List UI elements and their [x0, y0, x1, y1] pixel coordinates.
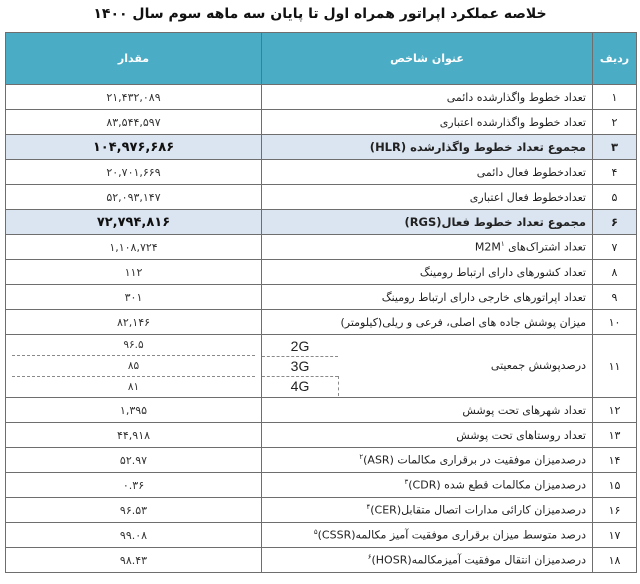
row-value: ۲۰,۷۰۱,۶۶۹: [6, 160, 262, 185]
table-header-row: [6, 33, 637, 85]
row-index: ۱۸: [593, 548, 637, 573]
row-value: ۸۲,۱۴۶: [6, 310, 262, 335]
row-label: درصدپوشش جمعیتی: [490, 359, 586, 372]
table-row: [6, 110, 637, 135]
coverage-value-4g: ۸۱: [127, 381, 140, 393]
row-index: ۱۷: [593, 523, 637, 548]
row-index: ۷: [593, 235, 637, 260]
row-label: تعداد شهرهای تحت پوشش: [262, 398, 593, 423]
header-value: مقدار: [6, 33, 262, 85]
coverage-value-2g: ۹۶.۵: [12, 335, 255, 356]
row-index: ۲: [593, 110, 637, 135]
footnote-marker: ۲: [359, 453, 364, 462]
row-label: تعداد اپراتورهای خارجی دارای ارتباط رومینگ: [262, 285, 593, 310]
table-row: [6, 160, 637, 185]
footnote-marker: ۴: [366, 503, 371, 512]
row-value: ۵۲.۹۷: [6, 448, 262, 473]
row-label-cell: [262, 498, 593, 523]
footnote-marker: ۳: [404, 478, 409, 487]
row-value: ۱۰۴,۹۷۶,۶۸۶: [6, 135, 262, 160]
row-value: ۷۲,۷۹۴,۸۱۶: [6, 210, 262, 235]
row-label: تعدادخطوط فعال دائمی: [262, 160, 593, 185]
row-value: ۵۲,۰۹۳,۱۴۷: [6, 185, 262, 210]
coverage-label-cell: [262, 335, 593, 398]
coverage-values-cell: [6, 335, 262, 398]
table-row: [6, 423, 637, 448]
row-label-cell: [262, 548, 593, 573]
row-value: ۰.۳۶: [6, 473, 262, 498]
row-index: ۱۴: [593, 448, 637, 473]
tech-2g: 2G: [262, 336, 338, 357]
footnote-marker: ۵: [313, 528, 318, 537]
footnote-marker: ۱: [500, 240, 505, 249]
row-index: ۱۳: [593, 423, 637, 448]
row-label: تعداد روستاهای تحت پوشش: [262, 423, 593, 448]
row-index: ۸: [593, 260, 637, 285]
row-index: ۶: [593, 210, 637, 235]
table-row: [6, 448, 637, 473]
row-index: ۴: [593, 160, 637, 185]
row-label-cell: [262, 448, 593, 473]
row-label: درصدمیزان مکالمات قطع شده (CDR): [408, 478, 586, 492]
row-label: مجموع تعداد خطوط فعال(RGS): [262, 210, 593, 235]
table-row-total: [6, 135, 637, 160]
tech-4g: 4G: [262, 376, 339, 396]
coverage-value-3g: ۸۵: [12, 356, 255, 377]
table-row: [6, 523, 637, 548]
row-value: ۹۶.۵۳: [6, 498, 262, 523]
row-index: ۵: [593, 185, 637, 210]
table-row: [6, 548, 637, 573]
header-index: ردیف: [593, 33, 637, 85]
row-label: درصدمیزان کارائی مدارات اتصال متقابل(CER): [370, 503, 586, 517]
row-index: ۳: [593, 135, 637, 160]
row-index: ۱۵: [593, 473, 637, 498]
table-row: [6, 260, 637, 285]
row-label: مجموع تعداد خطوط واگذارشده (HLR): [262, 135, 593, 160]
row-value: ۹۸.۴۳: [6, 548, 262, 573]
row-label: تعدادخطوط فعال اعتباری: [262, 185, 593, 210]
performance-table: [5, 32, 637, 573]
row-value: ۱۱۲: [6, 260, 262, 285]
row-index: ۱۱: [593, 335, 637, 398]
tech-3g: 3G: [262, 356, 338, 377]
row-label: درصد متوسط میزان برقراری موفقیت آمیز مکالمه(CSSR): [317, 528, 586, 542]
row-label: تعداد کشورهای دارای ارتباط رومینگ: [262, 260, 593, 285]
row-index: ۱۰: [593, 310, 637, 335]
row-value: ۱,۱۰۸,۷۲۴: [6, 235, 262, 260]
row-label: تعداد خطوط واگذارشده اعتباری: [262, 110, 593, 135]
row-label: تعداد اشتراک‌های M2M: [474, 240, 586, 254]
row-value: ۱,۳۹۵: [6, 398, 262, 423]
table-row: [6, 185, 637, 210]
table-row: [6, 285, 637, 310]
row-index: ۱۶: [593, 498, 637, 523]
row-label: میزان پوشش جاده های اصلی، فرعی و ریلی(کیلومتر): [262, 310, 593, 335]
table-row: [6, 235, 637, 260]
row-label: تعداد خطوط واگذارشده دائمی: [262, 85, 593, 110]
footnote-marker: ۶: [367, 553, 372, 562]
row-index: ۱۲: [593, 398, 637, 423]
row-value: ۸۳,۵۴۴,۵۹۷: [6, 110, 262, 135]
row-index: ۱: [593, 85, 637, 110]
row-label-cell: [262, 473, 593, 498]
table-row: [6, 498, 637, 523]
row-label: درصدمیزان انتقال موفقیت آمیزمکالمه(HOSR): [371, 553, 586, 567]
report-title: خلاصه عملکرد اپراتور همراه اول تا پایان سه ماهه سوم سال ۱۴۰۰: [93, 6, 547, 22]
row-label-cell: [262, 523, 593, 548]
row-index: ۹: [593, 285, 637, 310]
header-title: عنوان شاخص: [262, 33, 593, 85]
row-value: ۹۹.۰۸: [6, 523, 262, 548]
row-value: ۲۱,۴۳۲,۰۸۹: [6, 85, 262, 110]
row-value: ۳۰۱: [6, 285, 262, 310]
table-row: [6, 473, 637, 498]
row-value: ۴۴,۹۱۸: [6, 423, 262, 448]
table-row: [6, 310, 637, 335]
table-row: [6, 85, 637, 110]
row-label: درصدمیزان موفقیت در برقراری مکالمات (ASR): [363, 453, 586, 467]
table-row: [6, 398, 637, 423]
row-label-cell: [262, 235, 593, 260]
table-row-total: [6, 210, 637, 235]
table-row-coverage: [6, 335, 637, 398]
